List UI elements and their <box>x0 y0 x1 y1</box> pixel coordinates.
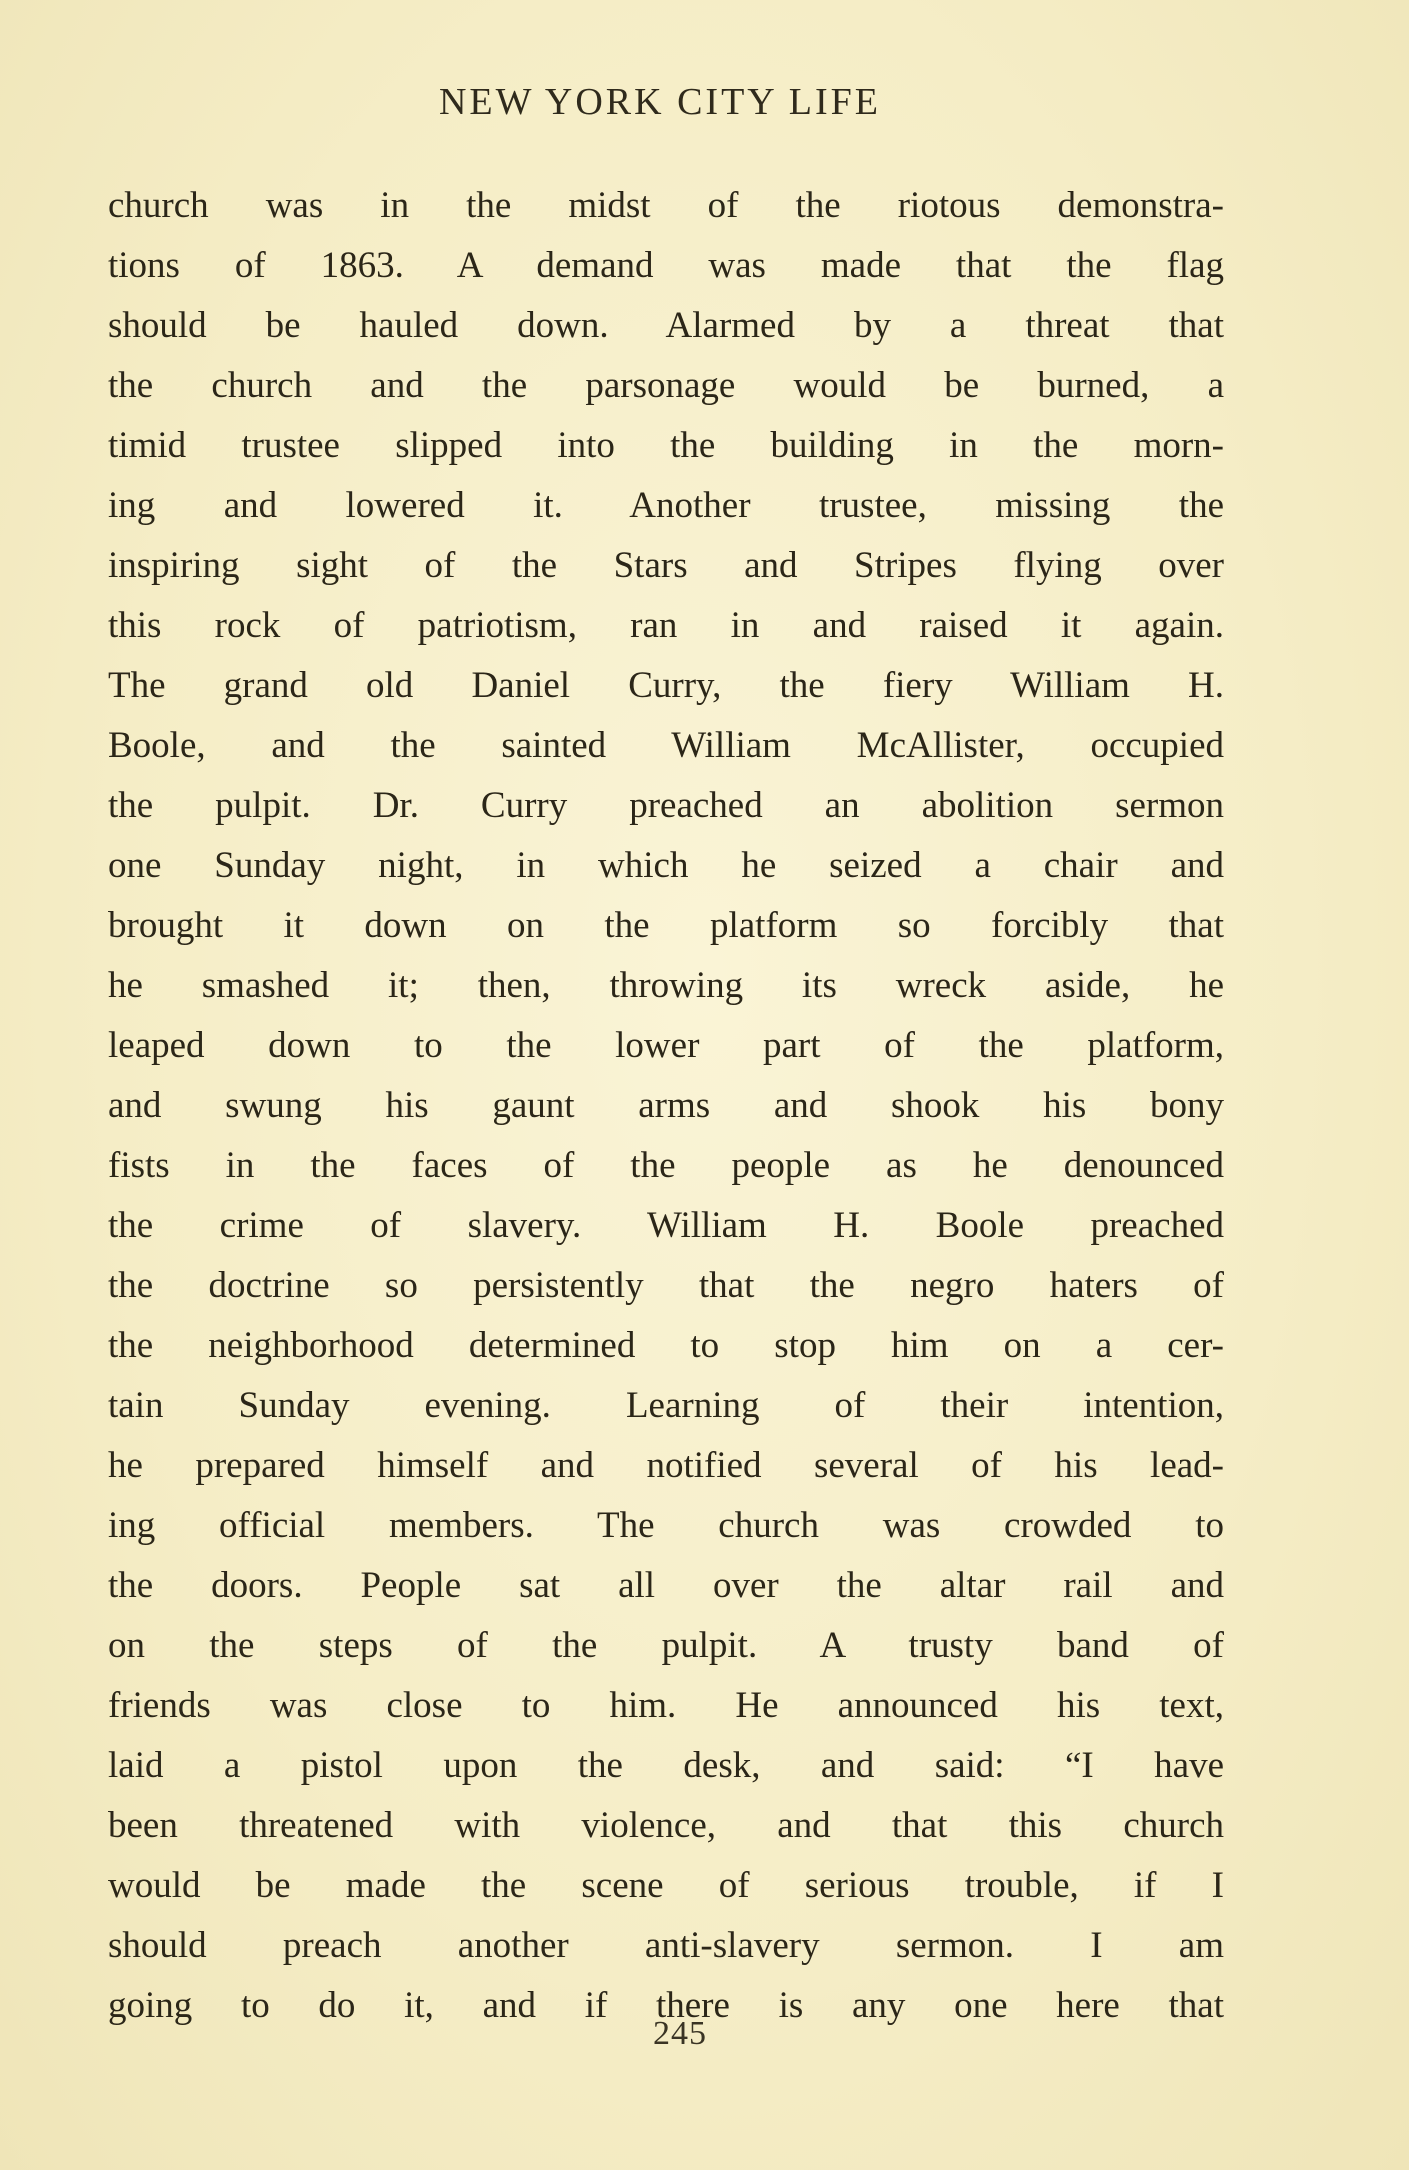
text-line: tain Sunday evening. Learning of their intention, <box>108 1385 1224 1426</box>
body-text <box>108 176 1224 2036</box>
text-line: timid trustee slipped into the building in the morn- <box>108 425 1224 466</box>
text-line: and swung his gaunt arms and shook his bony <box>108 1085 1224 1126</box>
text-line: Boole, and the sainted William McAllister, occupied <box>108 725 1224 766</box>
text-line: the doctrine so persistently that the negro haters of <box>108 1265 1224 1306</box>
text-line: inspiring sight of the Stars and Stripes flying over <box>108 545 1224 586</box>
text-line: brought it down on the platform so forcibly that <box>108 905 1224 946</box>
text-line: the church and the parsonage would be burned, a <box>108 365 1224 406</box>
text-line: on the steps of the pulpit. A trusty band of <box>108 1625 1224 1666</box>
text-line: leaped down to the lower part of the platform, <box>108 1025 1224 1066</box>
text-line: he smashed it; then, throwing its wreck aside, he <box>108 965 1224 1006</box>
text-line: the crime of slavery. William H. Boole preached <box>108 1205 1224 1246</box>
text-line: going to do it, and if there is any one here that <box>108 1985 1224 2026</box>
text-line: ing official members. The church was crowded to <box>108 1505 1224 1546</box>
text-line: should preach another anti-slavery sermon. I am <box>108 1925 1224 1966</box>
page-number: 245 <box>653 2015 707 2052</box>
running-head: NEW YORK CITY LIFE <box>438 81 882 123</box>
text-line: church was in the midst of the riotous demonstra- <box>108 185 1224 226</box>
text-line: fists in the faces of the people as he denounced <box>108 1145 1224 1186</box>
text-line: The grand old Daniel Curry, the fiery William H. <box>108 665 1224 706</box>
text-line: would be made the scene of serious trouble, if I <box>108 1865 1224 1906</box>
text-line: one Sunday night, in which he seized a chair and <box>108 845 1224 886</box>
text-line: the doors. People sat all over the altar rail and <box>108 1565 1224 1606</box>
text-line: laid a pistol upon the desk, and said: “I have <box>108 1745 1224 1786</box>
text-line: friends was close to him. He announced his text, <box>108 1685 1224 1726</box>
text-line: ing and lowered it. Another trustee, missing the <box>108 485 1224 526</box>
text-line: tions of 1863. A demand was made that the flag <box>108 245 1224 286</box>
text-line: he prepared himself and notified several of his lead- <box>108 1445 1224 1486</box>
text-line: this rock of patriotism, ran in and raised it again. <box>108 605 1224 646</box>
text-line: the pulpit. Dr. Curry preached an abolition sermon <box>108 785 1224 826</box>
text-line: should be hauled down. Alarmed by a threat that <box>108 305 1224 346</box>
text-line: the neighborhood determined to stop him on a cer- <box>108 1325 1224 1366</box>
text-line: been threatened with violence, and that this church <box>108 1805 1224 1846</box>
